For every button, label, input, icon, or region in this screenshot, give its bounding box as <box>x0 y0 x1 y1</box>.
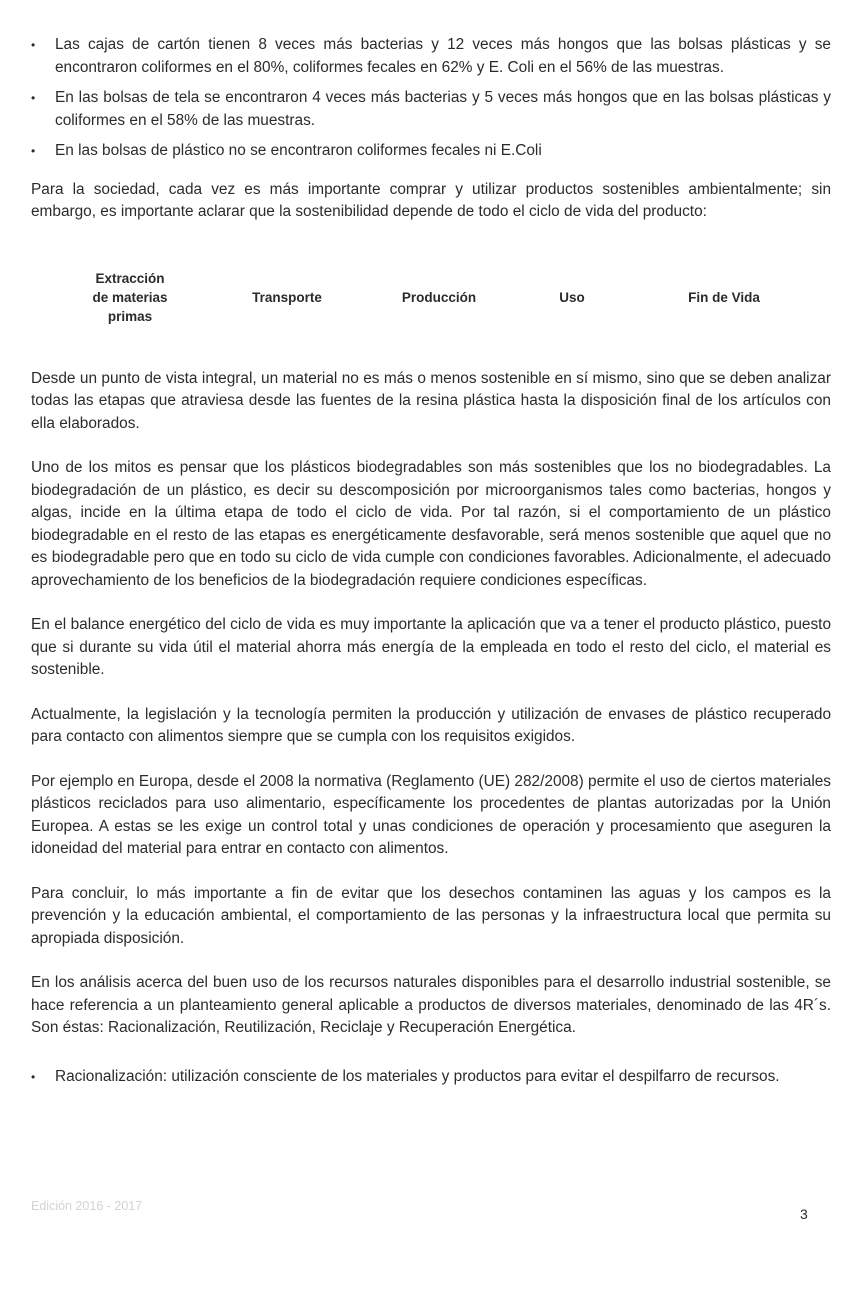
list-item <box>31 34 831 79</box>
footer-edition: Edición 2016 - 2017 <box>31 1199 143 1213</box>
paragraph-energy-balance: En el balance energético del ciclo de vida es muy importante la aplicación que va a tener el producto plástico, puesto que si durante su vida útil el material ahorra más energía de la empleada en todo el resto del ciclo, el material es sostenible. <box>31 616 831 678</box>
bullet-list-bottom <box>31 1066 831 1089</box>
bullet-text: Las cajas de cartón tienen 8 veces más bacterias y 12 veces más hongos que las bolsas plásticas y se encontraron coliformes en el 80%, coliformes fecales en 62% y E. Coli en el 56% de las muestras. <box>55 36 831 76</box>
bullet-icon: • <box>31 144 36 158</box>
lifecycle-diagram <box>31 270 831 326</box>
paragraph-4rs: En los análisis acerca del buen uso de los recursos naturales disponibles para el desarrollo industrial sostenible, se hace referencia a un planteamiento general aplicable a productos de diversos materiales, denominado de las 4R´s. Son éstas: Racionalización, Reutilización, Reciclaje y Recuperación Energética. <box>31 974 831 1036</box>
list-item <box>31 87 831 132</box>
stage-end-of-life: Fin de Vida <box>688 290 760 305</box>
bullet-icon: • <box>31 38 36 52</box>
paragraph-conclusion: Para concluir, lo más importante a fin de evitar que los desechos contaminen las aguas y los campos es la prevención y la educación ambiental, el comportamiento de las personas y la infraestructura local que permita su apropiada disposición. <box>31 884 831 947</box>
list-item <box>31 140 831 163</box>
page-number: 3 <box>800 1206 808 1222</box>
bullet-icon: • <box>31 91 36 105</box>
stage-production: Producción <box>401 290 477 305</box>
bullet-icon: • <box>31 1069 36 1084</box>
list-item <box>31 1066 831 1089</box>
paragraph-legislation: Actualmente, la legislación y la tecnología permiten la producción y utilización de envases de plástico recuperado para contacto con alimentos siempre que se cumpla con los requisitos exigidos. <box>31 705 831 745</box>
bullet-text: Racionalización: utilización consciente de los materiales y productos para evitar el despilfarro de recursos. <box>55 1067 780 1085</box>
stage-extraction: Extracción de materias primas <box>92 271 168 324</box>
document-page <box>31 34 831 1096</box>
paragraph-biodegradable: Uno de los mitos es pensar que los plásticos biodegradables son más sostenibles que los no biodegradables. La biodegradación de un plástico, es decir su descomposición por microorganismos tales como bacterias, hongos y algas, incide en la última etapa de todo el ciclo de vida. Por tal razón, si el comportamiento de un plástico biodegradable en el resto de las etapas es energéticamente desfavorable, será menos sostenible que aquel que no es biodegradable pero que en todo su ciclo de vida cumple con condiciones favorables. Adicionalmente, el adecuado aprovechamiento de los beneficios de la biodegradación requiere condiciones específicas. <box>31 459 831 589</box>
stage-use: Uso <box>559 290 585 305</box>
paragraph-europe: Por ejemplo en Europa, desde el 2008 la normativa (Reglamento (UE) 282/2008) permite el uso de ciertos materiales plásticos reciclados para uso alimentario, específicamente los procedentes de plantas autorizadas por la Unión Europea. A estas se les exige un control total y unas condiciones de operación y procesamiento que aseguren la idoneidad del material para entrar en contacto con alimentos. <box>31 772 831 857</box>
bullet-text: En las bolsas de tela se encontraron 4 veces más bacterias y 5 veces más hongos que en las bolsas plásticas y coliformes en el 58% de las muestras. <box>55 89 831 129</box>
intro-paragraph: Para la sociedad, cada vez es más importante comprar y utilizar productos sostenibles ambientalmente; sin embargo, es importante aclarar que la sostenibilidad depende de todo el ciclo de vida del producto: <box>31 180 831 220</box>
paragraph-integral: Desde un punto de vista integral, un material no es más o menos sostenible en sí mismo, sino que se deben analizar todas las etapas que atraviesa desde las fuentes de la resina plástica hasta la disposición final de los artículos con ella elaborados. <box>31 369 831 432</box>
stage-transport: Transporte <box>252 290 322 305</box>
bullet-text: En las bolsas de plástico no se encontraron coliformes fecales ni E.Coli <box>55 142 542 159</box>
bullet-list-top <box>31 34 831 163</box>
